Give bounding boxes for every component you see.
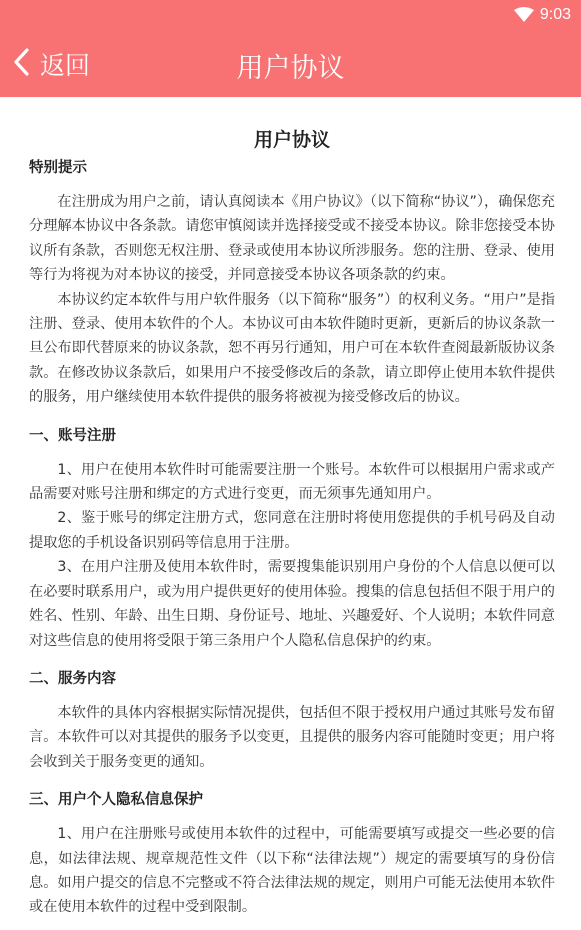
section-heading: 二、服务内容 <box>29 670 116 687</box>
paragraph: 1、用户在使用本软件时可能需要注册一个账号。本软件可以根据用户需求或产品需要对账号注册和绑定的方式进行变更，而无须事先通知用户。 <box>29 461 555 503</box>
paragraph: 本软件的具体内容根据实际情况提供，包括但不限于授权用户通过其账号发布留言。本软件可以对其提供的服务予以变更，且提供的服务内容可能随时变更；用户将会收到关于服务变更的通知。 <box>29 704 555 770</box>
back-label: 返回 <box>40 51 91 80</box>
paragraph: 3、在用户注册及使用本软件时，需要搜集能识别用户身份的个人信息以便可以在必要时联系用户，或为用户提供更好的使用体验。搜集的信息包括但不限于用户的姓名、性别、年龄、出生日期、身份证号、地址、兴趣爱好、个人说明；本软件同意对这些信息的使用将受限于第三条用户个人隐私信息保护的约束。 <box>29 559 555 649</box>
paragraph: 在注册成为用户之前，请认真阅读本《用户协议》（以下简称“协议”），确保您充分理解本协议中各条款。请您审慎阅读并选择接受或不接受本协议。除非您接受本协议所有条款，否则您无权注册、登录或使用本协议所涉服务。您的注册、登录、使用等行为将视为对本协议的接受，并同意接受本协议各项条款的约束。 <box>29 194 555 284</box>
status-time: 9:03 <box>539 6 571 23</box>
section-heading: 三、用户个人隐私信息保护 <box>29 792 203 809</box>
page-title: 用户协议 <box>236 53 345 84</box>
status-bar <box>514 5 571 25</box>
section-heading: 一、账号注册 <box>29 427 116 444</box>
section-heading: 特别提示 <box>29 160 87 176</box>
wifi-icon <box>514 7 534 23</box>
paragraph: 本协议约定本软件与用户软件服务（以下简称“服务”）的权利义务。“用户”是指注册、登录、使用本软件的个人。本协议可由本软件随时更新，更新后的协议条款一旦公布即代替原来的协议条款，恕不再另行通知，用户可在本软件查阅最新版协议条款。在修改协议条款后，如果用户不接受修改后的条款，请立即停止使用本软件提供的服务，用户继续使用本软件提供的服务将被视为接受修改后的协议。 <box>29 291 555 406</box>
agreement-content <box>29 126 555 920</box>
app-bar <box>0 0 581 97</box>
document-title: 用户协议 <box>253 129 330 151</box>
paragraph: 1、用户在注册账号或使用本软件的过程中，可能需要填写或提交一些必要的信息，如法律法规、规章规范性文件（以下称“法律法规”）规定的需要填写的身份信息。如用户提交的信息不完整或不符合法律法规的规定，则用户可能无法使用本软件或在使用本软件的过程中受到限制。 <box>29 826 555 916</box>
paragraph: 2、鉴于账号的绑定注册方式，您同意在注册时将使用您提供的手机号码及自动提取您的手机设备识别码等信息用于注册。 <box>29 510 555 551</box>
